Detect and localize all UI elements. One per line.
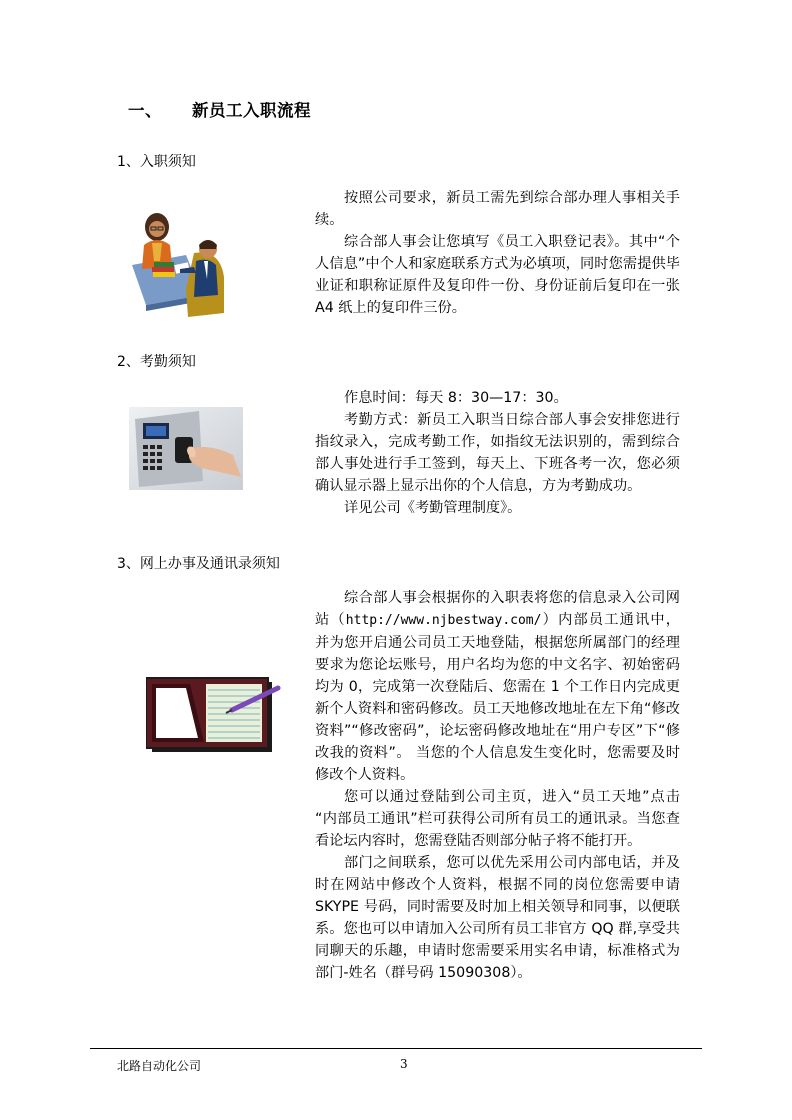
paragraph: 部门之间联系，您可以优先采用公司内部电话，并及时在网站中修改个人资料，根据不同的岗位您需要申请 SKYPE 号码，同时需要及时加上相关领导和同事，以便联系。您也可以申请加入公司所有员工非官方 QQ 群,享受共同聊天的乐趣，申请时您需要采用实名申请，标准格式为部门-姓名（群号码 15090308）。: [315, 855, 680, 981]
footer-company-name: 北路自动化公司: [117, 1059, 202, 1073]
title-number: 一、: [128, 101, 162, 120]
title-text: 新员工入职流程: [192, 101, 311, 120]
paragraph: 您可以通过登陆到公司主页，进入“员工天地”点击 “内部员工通讯”栏可获得公司所有员工的通讯录。当您查看论坛内容时，您需登陆否则部分帖子将不能打开。: [315, 789, 680, 849]
footer-divider: [90, 1048, 702, 1049]
paragraph: 作息时间：每天 8：30—17：30。: [344, 390, 568, 406]
paragraph: 考勤方式：新员工入职当日综合部人事会安排您进行指纹录入，完成考勤工作，如指纹无法识别的，需到综合部人事处进行手工签到，每天上、下班各考一次，您必须确认显示器上显示出你的个人信息，方为考勤成功。: [315, 412, 680, 494]
section-heading-online-directory: 3、网上办事及通讯录须知: [117, 556, 280, 572]
website-url: http://www.njbestway.com/: [345, 613, 542, 628]
paragraph: 详见公司《考勤管理制度》。: [344, 500, 522, 516]
notebook-pen-icon: [146, 676, 282, 754]
interview-clipart-icon: [124, 205, 236, 323]
paragraph: [315, 587, 680, 786]
paragraph: 按照公司要求，新员工需先到综合部办理人事相关手续。: [315, 190, 680, 228]
paragraph-text: 综合部人事会根据你的入职表将您的信息录入公司网站（: [315, 590, 680, 628]
paragraph: 综合部人事会让您填写《员工入职登记表》。其中“个人信息”中个人和家庭联系方式为必填项，同时您需提供毕业证和职称证原件及复印件一份、身份证前后复印在一张 A4 纸上的复印件三份。: [315, 234, 680, 316]
section-body-online-directory: [315, 587, 680, 984]
section-body-onboarding: [315, 187, 680, 319]
section-heading-attendance: 2、考勤须知: [117, 354, 196, 370]
page-number: 3: [400, 1057, 408, 1071]
page-title: [128, 97, 311, 121]
fingerprint-scanner-photo: [129, 407, 243, 490]
paragraph-text: ）内部员工通讯中，并为您开启通公司员工天地登陆，根据您所属部门的经理要求为您论坛账号，用户名均为您的中文名字、初始密码均为 0，完成第一次登陆后、您需在 1 个工作日内完成更新个人资料和密码修改。员工天地修改地址在左下角“修改资料”“修改密码”，论坛密码修改地址在“用户专区”下“修改我的资料”。 当您的个人信息发生变化时，您需要及时修改个人资料。: [315, 612, 680, 783]
section-heading-onboarding: 1、入职须知: [117, 154, 196, 170]
section-body-attendance: [315, 387, 680, 519]
